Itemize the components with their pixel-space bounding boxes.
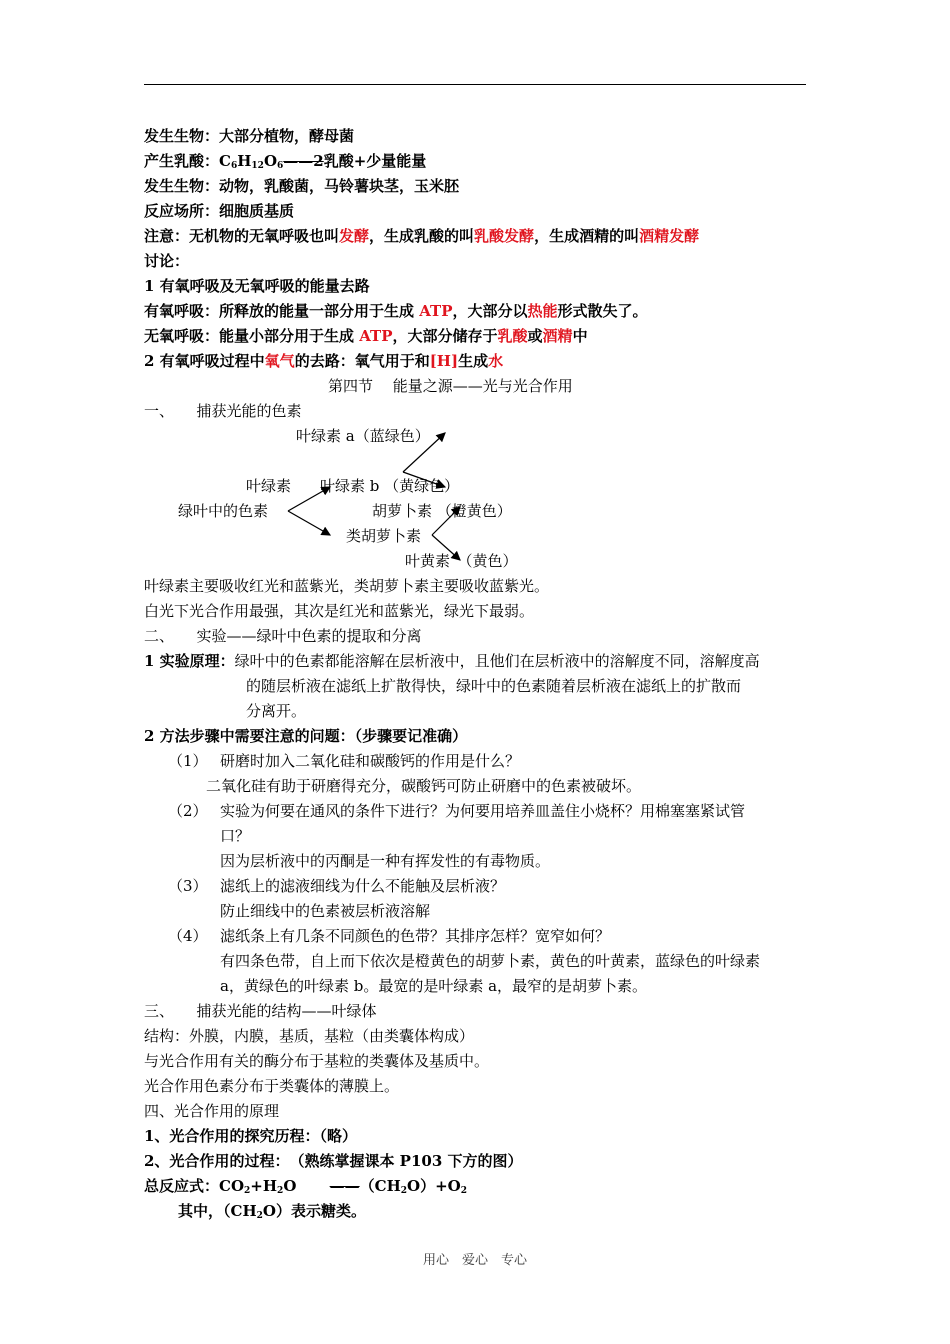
text-line: 分离开。 (246, 702, 307, 720)
question: 研磨时加入二氧化硅和碳酸钙的作用是什么？ (220, 752, 521, 770)
text-line: 1、光合作用的探究历程：（略） (144, 1127, 357, 1145)
principle-line: 1 实验原理：绿叶中的色素都能溶解在层析液中，且他们在层析液中的溶解度不同，溶解度高 (144, 652, 760, 670)
diagram-node-carotene: 胡萝卜素 （橙黄色） (372, 502, 512, 520)
note-line: 其中，$(CH_2O)$表示糖类。 (178, 1202, 366, 1221)
diagram-node-chlorophyll: 叶绿素 (246, 477, 292, 495)
text-line: 反应场所：细胞质基质 (144, 202, 295, 220)
reaction-arrow: —— (329, 1177, 360, 1195)
text-line: 白光下光合作用最强，其次是红光和蓝紫光，绿光下最弱。 (144, 602, 535, 620)
question: 口？ (220, 827, 251, 845)
question-number: （1） (168, 752, 208, 770)
question: 实验为何要在通风的条件下进行？为何要用培养皿盖住小烧杯？用棉塞塞紧试管 (220, 802, 746, 820)
product: 乳酸+少量能量 (323, 152, 427, 170)
text-line: 的随层析液在滤纸上扩散得快，绿叶中的色素随着层析液在滤纸上的扩散而 (246, 677, 742, 695)
answer: 有四条色带，自上而下依次是橙黄色的胡萝卜素，黄色的叶黄素，蓝绿色的叶绿素 (220, 952, 761, 970)
diagram-node-xanthophyll: 叶黄素 （黄色） (405, 552, 518, 570)
question: 滤纸条上有几条不同颜色的色带？其排序怎样？宽窄如何？ (220, 927, 611, 945)
text-line: 叶绿素主要吸收红光和蓝紫光，类胡萝卜素主要吸收蓝紫光。 (144, 577, 550, 595)
text-line: 1 有氧呼吸及无氧呼吸的能量去路 (144, 277, 370, 295)
text-line: 2、光合作用的过程： （熟练掌握课本 P103 下方的图） (144, 1152, 523, 1170)
diagram-node-chlorophyll-b: 叶绿素 b （黄绿色） (320, 477, 460, 495)
diagram-node-carotenoids: 类胡萝卜素 (346, 527, 422, 545)
section-heading: 三、 捕获光能的结构——叶绿体 (144, 1002, 377, 1020)
equation-line: 总反应式：$CO_2+H_2O$ $——(CH_2O)+O_2$ (144, 1177, 467, 1196)
page-footer: 用心 爱心 专心 (422, 1253, 527, 1268)
answer: a，黄绿色的叶绿素 b。最宽的是叶绿素 a，最窄的是胡萝卜素。 (220, 977, 648, 995)
text-line: 结构：外膜，内膜，基质，基粒（由类囊体构成） (144, 1027, 475, 1045)
diagram-node-chlorophyll-a: 叶绿素 a（蓝绿色） (296, 427, 430, 445)
note-line: 注意：无机物的无氧呼吸也叫发酵，生成乳酸的叫乳酸发酵，生成酒精的叫酒精发酵 (144, 227, 700, 245)
diagram-root: 绿叶中的色素 (178, 502, 269, 520)
question-number: （4） (168, 927, 208, 945)
answer: 因为层析液中的丙酮是一种有挥发性的有毒物质。 (220, 852, 551, 870)
question: 滤纸上的滤液细线为什么不能触及层析液？ (220, 877, 506, 895)
section-heading: 二、 实验——绿叶中色素的提取和分离 (144, 627, 422, 645)
text-line: 发生生物：动物，乳酸菌，马铃薯块茎，玉米胚 (144, 177, 460, 195)
text-line: 光合作用色素分布于类囊体的薄膜上。 (144, 1077, 400, 1095)
answer: 二氧化硅有助于研磨得充分，碳酸钙可防止研磨中的色素被破坏。 (206, 777, 642, 795)
section-title: 第四节 能量之源——光与光合作用 (328, 377, 573, 395)
text-line: 2 方法步骤中需要注意的问题：（步骤要记准确） (144, 727, 468, 745)
products: $(CH_2O)+O_2$ (359, 1177, 467, 1196)
question-number: （2） (168, 802, 208, 820)
text-line: 与光合作用有关的酶分布于基粒的类囊体及基质中。 (144, 1052, 490, 1070)
oxygen-line: 2 有氧呼吸过程中氧气的去路：氧气用于和[H]生成水 (144, 352, 504, 370)
section-heading: 一、 捕获光能的色素 (144, 402, 302, 420)
aerobic-line: 有氧呼吸：所释放的能量一部分用于生成 ATP，大部分以热能形式散失了。 (144, 302, 648, 320)
reaction-arrow: ——2 (283, 152, 324, 170)
section-heading: 四、光合作用的原理 (144, 1102, 280, 1120)
text-line: 讨论： (144, 252, 190, 270)
label: 产生乳酸： (144, 152, 220, 170)
anaerobic-line: 无氧呼吸：能量小部分用于生成 ATP，大部分储存于乳酸或酒精中 (144, 327, 588, 345)
question-number: （3） (168, 877, 208, 895)
answer: 防止细线中的色素被层析液溶解 (220, 902, 431, 920)
reactants: $CO_2+H_2O$ (219, 1177, 297, 1196)
text-line: 发生生物：大部分植物，酵母菌 (144, 127, 355, 145)
formula: $C_6H_{12}O_6$ (219, 152, 284, 171)
